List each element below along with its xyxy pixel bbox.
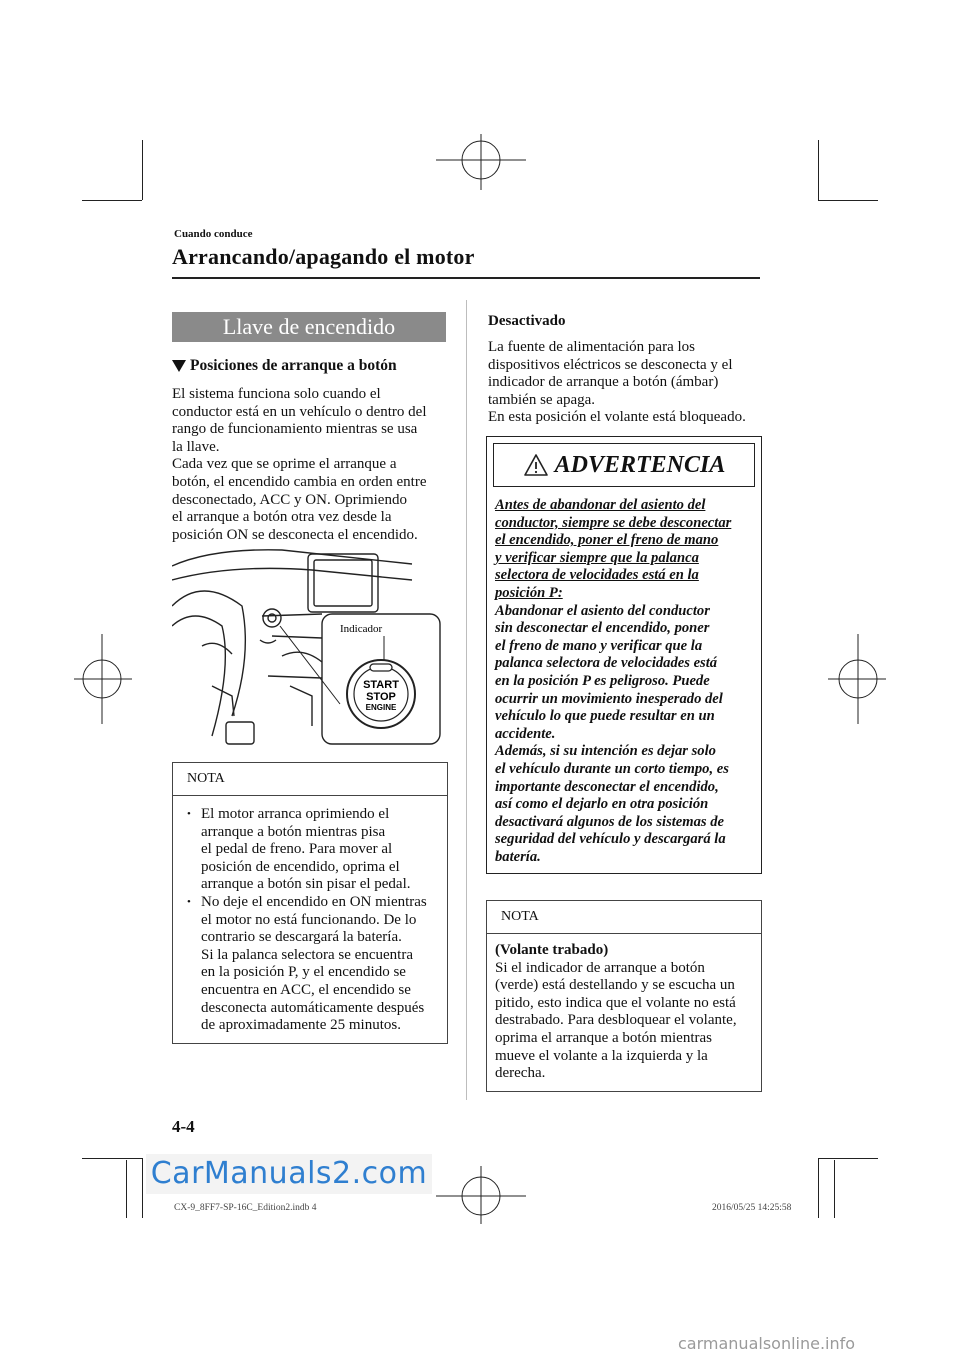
warning-line: desactivará algunos de los sistemas de xyxy=(495,813,725,830)
warning-line: Además, si su intención es dejar solo xyxy=(495,743,716,760)
callout-label: Indicador xyxy=(340,623,383,635)
note-line: posición de encendido, oprima el xyxy=(201,858,400,875)
warning-line: sin desconectar el encendido, poner xyxy=(495,620,710,637)
button-label-engine: ENGINE xyxy=(365,703,397,712)
list-item xyxy=(187,894,439,1035)
crop-mark xyxy=(818,140,819,200)
crop-mark xyxy=(126,1160,127,1218)
note-title: NOTA xyxy=(173,763,447,796)
note-line: mueve el volante a la izquierda y la xyxy=(495,1047,708,1064)
crop-mark xyxy=(818,1158,878,1159)
note-line: de aproximadamente 25 minutos. xyxy=(201,1017,401,1034)
note-title: NOTA xyxy=(487,901,761,934)
crop-mark xyxy=(82,1158,142,1159)
warning-line: así como el dejarlo en otra posición xyxy=(495,796,709,813)
note-bullets xyxy=(173,796,447,1035)
note-line: destrabado. Para desbloquear el volante, xyxy=(495,1012,737,1029)
note-line: oprima el arranque a botón mientras xyxy=(495,1029,713,1046)
footer-file-label: CX-9_8FF7-SP-16C_Edition2.indb 4 xyxy=(174,1203,317,1213)
subheading xyxy=(172,357,397,375)
registration-mark-icon xyxy=(828,634,886,724)
chapter-label: Cuando conduce xyxy=(174,228,253,240)
paragraph-line: el arranque a botón otra vez desde la xyxy=(172,509,392,526)
warning-line: seguridad del vehículo y descargará la xyxy=(495,831,726,848)
header-rule xyxy=(172,277,760,279)
subheading-text: Posiciones de arranque a botón xyxy=(190,357,397,374)
watermark-text: CarManuals2.com xyxy=(150,1156,428,1191)
warning-line: palanca selectora de velocidades está xyxy=(495,655,718,672)
position-heading: Desactivado xyxy=(488,313,566,329)
page-number: 4-4 xyxy=(172,1117,195,1136)
note-body xyxy=(487,934,761,1083)
crop-mark xyxy=(834,1160,835,1218)
warning-line: Antes de abandonar del asiento del xyxy=(495,497,706,513)
crop-mark xyxy=(818,1158,819,1218)
note-line: arranque a botón mientras pisa xyxy=(201,823,386,840)
paragraph-line: En esta posición el volante está bloqueado. xyxy=(488,409,746,426)
footer-timestamp: 2016/05/25 14:25:58 xyxy=(712,1203,792,1213)
warning-line: selectora de velocidades está en la xyxy=(495,567,699,584)
warning-line: posición P: xyxy=(495,584,563,601)
warning-line: vehículo lo que puede resultar en un xyxy=(495,708,715,725)
paragraph-line: la llave. xyxy=(172,438,220,455)
registration-mark-icon xyxy=(74,634,132,724)
paragraph-line: La fuente de alimentación para los xyxy=(488,339,695,355)
warning-line: ocurrir un movimiento inesperado del xyxy=(495,690,723,707)
registration-mark-icon xyxy=(436,134,526,194)
note-line: (verde) está destellando y se escucha un xyxy=(495,977,735,994)
column-divider xyxy=(466,300,467,1100)
paragraph-line: botón, el encendido cambia en orden entre xyxy=(172,473,427,490)
warning-line: importante desconectar el encendido, xyxy=(495,778,719,795)
warning-triangle-icon xyxy=(523,453,549,477)
warning-line: Abandonar el asiento del conductor xyxy=(495,602,710,619)
note-line: encuentra en ACC, el encendido se xyxy=(201,981,411,998)
dashboard-illustration xyxy=(172,546,446,750)
warning-line: en la posición P es peligroso. Puede xyxy=(495,672,710,689)
paragraph-line: rango de funcionamiento mientras se usa xyxy=(172,421,418,438)
note-line: desconecta automáticamente después xyxy=(201,999,425,1016)
note-line: derecha. xyxy=(495,1065,546,1082)
note-line: el motor no está funcionando. De lo xyxy=(201,911,417,928)
section-banner: Llave de encendido xyxy=(172,312,446,342)
paragraph-line: posición ON se desconecta el encendido. xyxy=(172,526,418,543)
list-item xyxy=(187,806,439,894)
page-title: Arrancando/apagando el motor xyxy=(172,244,475,269)
note-line: contrario se descargará la batería. xyxy=(201,929,402,946)
note-line: • No deje el encendido en ON mientras xyxy=(201,893,427,910)
note-subheading: (Volante trabado) xyxy=(495,942,609,958)
intro-paragraph xyxy=(172,386,452,544)
note-line: Si la palanca selectora se encuentra xyxy=(201,946,413,963)
warning-box xyxy=(486,436,762,874)
watermark-site: carmanualsonline.info xyxy=(678,1334,856,1353)
button-label-stop: STOP xyxy=(366,691,396,703)
warning-line: conductor, siempre se debe desconectar xyxy=(495,514,732,531)
paragraph-line: conductor está en un vehículo o dentro del xyxy=(172,403,427,420)
warning-line: accidente. xyxy=(495,725,556,742)
paragraph-line: desconectado, ACC y ON. Oprimiendo xyxy=(172,491,407,508)
note-line: • El motor arranca oprimiendo el xyxy=(201,806,390,822)
note-box-steering xyxy=(486,900,762,1092)
crop-mark xyxy=(142,140,143,200)
note-box xyxy=(172,762,448,1044)
note-line: Si el indicador de arranque a botón xyxy=(495,959,705,976)
note-line: en la posición P, y el encendido se xyxy=(201,964,406,981)
warning-line: el freno de mano y verificar que la xyxy=(495,637,703,654)
note-line: el pedal de freno. Para mover al xyxy=(201,841,393,858)
watermark-banner xyxy=(146,1154,432,1194)
warning-line: el vehículo durante un corto tiempo, es xyxy=(495,760,729,777)
warning-text xyxy=(487,487,761,866)
paragraph-line: indicador de arranque a botón (ámbar) xyxy=(488,374,719,391)
warning-line: el encendido, poner el freno de mano xyxy=(495,532,719,549)
crop-mark xyxy=(82,200,142,201)
note-line: arranque a botón sin pisar el pedal. xyxy=(201,876,411,893)
paragraph-line: también se apaga. xyxy=(488,391,596,408)
paragraph-line: El sistema funciona solo cuando el xyxy=(172,386,381,402)
note-line: pitido, esto indica que el volante no está xyxy=(495,994,736,1011)
paragraph-line: dispositivos eléctricos se desconecta y el xyxy=(488,356,733,373)
crop-mark xyxy=(142,1158,143,1218)
button-label-start: START xyxy=(363,679,399,691)
warning-line: batería. xyxy=(495,848,541,865)
paragraph-line: Cada vez que se oprime el arranque a xyxy=(172,456,397,473)
warning-title: ADVERTENCIA xyxy=(554,451,726,478)
crop-mark xyxy=(818,200,878,201)
position-paragraph xyxy=(488,339,760,427)
registration-mark-icon xyxy=(436,1164,526,1224)
warning-header xyxy=(493,443,755,487)
warning-line: y verificar siempre que la palanca xyxy=(495,549,699,566)
triangle-down-icon xyxy=(172,360,186,372)
